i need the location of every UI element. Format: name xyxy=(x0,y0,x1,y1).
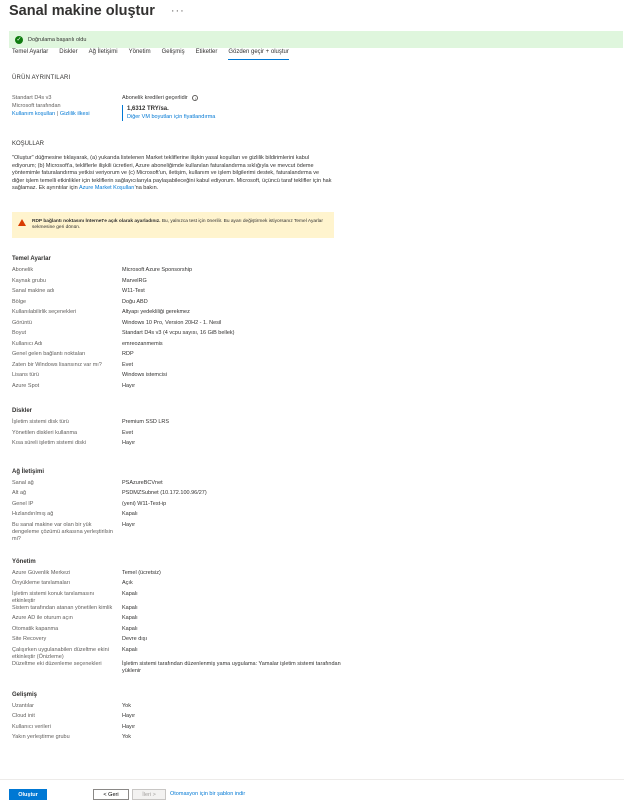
download-template-link[interactable]: Otomasyon için bir şablon indir xyxy=(170,791,246,797)
next-button[interactable]: İleri > xyxy=(132,789,166,800)
detail-label: Abonelik xyxy=(12,267,34,273)
detail-row xyxy=(12,351,352,362)
detail-row xyxy=(12,647,352,661)
detail-row xyxy=(12,591,352,605)
price-value: 1,6312 TRY/sa. xyxy=(127,106,169,112)
azure-marketplace-terms-link[interactable]: Azure Market Koşulları xyxy=(78,185,135,191)
detail-row xyxy=(12,605,352,616)
detail-value: Doğu ABD xyxy=(122,298,148,305)
terms-caption: KOŞULLAR xyxy=(12,141,45,147)
detail-label: Azure Spot xyxy=(12,382,40,389)
detail-label: Yönetilen diskleri kullanma xyxy=(12,429,78,436)
detail-label: Çalışırken uygulanabilen düzeltme ekini etkinleştir (Önizleme) xyxy=(12,646,109,660)
credits-text: Abonelik kredileri geçerlidir xyxy=(122,95,188,101)
detail-value: MarvelRG xyxy=(122,277,147,284)
detail-value: Kapalı xyxy=(122,604,138,611)
detail-value: PSAzureBCVnet xyxy=(122,479,163,486)
tab-management[interactable]: Yönetim xyxy=(128,49,151,55)
detail-value: Microsoft Azure Sponsorship xyxy=(122,267,193,273)
detail-label: Görüntü xyxy=(12,319,32,326)
detail-row xyxy=(12,480,352,491)
review-details xyxy=(12,254,352,745)
detail-label: Azure Güvenlik Merkezi xyxy=(12,569,71,576)
detail-row xyxy=(12,309,352,320)
section-title: Yönetim xyxy=(12,558,36,565)
detail-row xyxy=(12,615,352,626)
detail-row xyxy=(12,490,352,501)
detail-label: İşletim sistemi disk türü xyxy=(12,419,69,425)
detail-value: Yok xyxy=(122,734,131,740)
page-header xyxy=(9,2,185,20)
privacy-policy-link[interactable]: Gizlilik ilkesi xyxy=(59,111,90,117)
detail-label: Site Recovery xyxy=(12,636,47,642)
detail-value: Altyapı yedekliliği gerekmez xyxy=(122,309,190,315)
detail-row xyxy=(12,278,352,289)
detail-row xyxy=(12,511,352,522)
detail-row xyxy=(12,430,352,441)
section-4 xyxy=(12,690,352,745)
detail-row xyxy=(12,724,352,735)
section-2 xyxy=(12,467,352,543)
detail-row xyxy=(12,580,352,591)
detail-value: Hayır xyxy=(122,440,136,446)
terms-body: "Oluştur" düğmesine tıklayarak, (a) yukarıda listelenen Market tekliflerine ilişkin yasal koşulları ve gizlilik bildirimlerini kabul ediyorum; (b) Microsoft'a, tekliflerle ilişkili ücretleri, Azure aboneliğimde kullanılan faturalandırma sıklığıyla ve mevcut ödeme yöntemimle faturalandırma yetkisi veriyorum ve (c) Microsoft'un, iletişim, kullanım ve işlem bilgilerimi destek, faturalandırma ve diğer işlem temelli etkinlikler için tekliflerin sağlayıcılarıyla paylaşabileceğini kabul ediyorum. Microsoft, üçüncü taraf teklifler için hak sağlamaz. Ek ayrıntılar için xyxy=(12,155,332,191)
warning-text: Bu, yalnızca test için önerilir. Bu ayarı değiştirmek istiyorsanız Temel Ayarlar sekmesine geri dönün. xyxy=(32,219,323,230)
warning-text-wrap xyxy=(32,219,328,231)
detail-label: Kaynak grubu xyxy=(12,277,46,284)
detail-label: Lisans türü xyxy=(12,372,39,378)
detail-value: emreozanmemis xyxy=(122,340,163,347)
validation-banner xyxy=(9,31,623,48)
detail-value: Hayır xyxy=(122,723,136,730)
terms-text xyxy=(12,155,332,193)
detail-row xyxy=(12,362,352,373)
detail-value: Premium SSD LRS xyxy=(122,419,170,425)
product-links xyxy=(12,110,122,118)
detail-label: Bölge xyxy=(12,298,27,305)
detail-row xyxy=(12,341,352,352)
pricing-link[interactable]: Diğer VM boyutları için fiyatlandırma xyxy=(127,114,216,120)
detail-row xyxy=(12,419,352,430)
tab-basics[interactable]: Temel Ayarlar xyxy=(12,49,49,55)
detail-value: Devre dışı xyxy=(122,636,148,642)
product-name: Standart D4s v3 xyxy=(12,95,52,101)
check-circle-icon: ✓ xyxy=(16,36,22,43)
detail-value: Hayır xyxy=(122,382,136,389)
detail-label: Önyükleme tanılamaları xyxy=(12,580,71,586)
product-details-caption: ÜRÜN AYRINTILARI xyxy=(12,75,71,81)
more-options-icon[interactable]: ··· xyxy=(170,5,185,17)
banner-text: Doğrulama başarılı oldu xyxy=(28,36,87,43)
detail-label: İşletim sistemi konuk tanılamasını etkinleştir xyxy=(12,590,95,604)
warning-icon xyxy=(18,219,26,226)
link-separator: | xyxy=(56,111,59,117)
detail-value: RDP xyxy=(122,351,134,357)
detail-label: Genel gelen bağlantı noktaları xyxy=(12,351,86,357)
wizard-tabs xyxy=(12,48,300,60)
detail-value: Temel (ücretsiz) xyxy=(122,569,161,576)
detail-row xyxy=(12,501,352,512)
detail-label: Sanal makine adı xyxy=(12,288,55,294)
detail-label: Kısa süreli işletim sistemi diski xyxy=(12,440,86,446)
detail-label: Kullanıcı verileri xyxy=(12,723,51,730)
detail-value: Açık xyxy=(122,580,133,586)
rdp-warning xyxy=(12,212,334,238)
detail-value: Hayır xyxy=(122,713,136,719)
pricing-info xyxy=(122,94,342,121)
detail-value: Kapalı xyxy=(122,625,138,632)
section-1 xyxy=(12,406,352,451)
detail-label: Boyut xyxy=(12,330,27,336)
product-info xyxy=(12,94,122,118)
detail-value: Standart D4s v3 (4 vcpu sayısı, 16 GiB bellek) xyxy=(122,330,235,336)
section-title: Diskler xyxy=(12,408,33,414)
detail-value: İşletim sistemi tarafından düzenlenmiş yama uygulama: Yamalar işletim sistemi tarafından yüklenir xyxy=(122,660,341,674)
product-publisher: Microsoft tarafından xyxy=(12,103,61,109)
detail-row xyxy=(12,383,352,394)
detail-label: Azure AD ile oturum açın xyxy=(12,615,73,621)
detail-label: Kullanıcı Adı xyxy=(12,340,43,347)
detail-label: Bu sanal makine var olan bir yük dengeleme çözümü arkasına yerleştirilsin mi? xyxy=(12,521,113,542)
detail-value: Evet xyxy=(122,429,134,436)
detail-label: Sanal ağ xyxy=(12,479,34,486)
detail-row xyxy=(12,570,352,581)
detail-value: W11-Test xyxy=(122,288,145,294)
detail-row xyxy=(12,626,352,637)
detail-value: (yeni) W11-Test-ip xyxy=(122,500,167,507)
detail-row xyxy=(12,734,352,745)
detail-label: Düzeltme eki düzenleme seçenekleri xyxy=(12,660,102,667)
detail-row xyxy=(12,636,352,647)
detail-label: Genel IP xyxy=(12,500,34,507)
detail-row xyxy=(12,661,352,675)
section-0 xyxy=(12,254,352,393)
product-details-caption-wrap xyxy=(12,75,342,83)
section-3 xyxy=(12,557,352,675)
detail-label: Hızlandırılmış ağ xyxy=(12,511,54,517)
price-box xyxy=(122,105,342,121)
detail-row xyxy=(12,372,352,383)
detail-row xyxy=(12,267,352,278)
detail-value: Kapalı xyxy=(122,511,138,517)
create-button[interactable]: Oluştur xyxy=(9,789,47,800)
detail-value: Evet xyxy=(122,361,134,368)
detail-label: Cloud init xyxy=(12,713,35,719)
detail-value: Hayır xyxy=(122,521,136,528)
credits-row xyxy=(122,94,342,102)
section-title: Gelişmiş xyxy=(12,691,38,698)
detail-label: Alt ağ xyxy=(12,490,27,496)
detail-value: Kapalı xyxy=(122,646,138,653)
tab-review-create[interactable]: Gözden geçir + oluştur xyxy=(228,48,289,60)
info-icon[interactable]: i xyxy=(192,95,198,101)
warning-bold: RDP bağlantı noktasını İnternet'e açık olarak ayarladınız. xyxy=(32,219,161,224)
back-button[interactable]: < Geri xyxy=(93,789,129,800)
detail-label: Otomatik kapanma xyxy=(12,625,59,632)
detail-row xyxy=(12,440,352,451)
detail-row xyxy=(12,703,352,714)
detail-value: Kapalı xyxy=(122,590,138,597)
detail-value: Windows 10 Pro, Version 20H2 - 1. Nesil xyxy=(122,319,222,326)
detail-value: Kapalı xyxy=(122,615,138,621)
page-title: Sanal makine oluştur xyxy=(9,3,155,19)
terms-suffix: 'na bakın. xyxy=(134,185,159,191)
tab-disks[interactable]: Diskler xyxy=(59,49,78,55)
detail-label: Kullanılabilirlik seçenekleri xyxy=(12,309,77,315)
detail-value: PSDMZSubnet (10.172.100.96/27) xyxy=(122,490,207,496)
detail-label: Yakın yerleştirme grubu xyxy=(12,734,70,740)
detail-label: Sistem tarafından atanan yönetilen kimlik xyxy=(12,604,113,611)
section-title: Ağ İletişimi xyxy=(12,468,45,475)
section-title: Temel Ayarlar xyxy=(12,256,51,262)
detail-row xyxy=(12,330,352,341)
footer-bar xyxy=(0,779,624,809)
detail-row xyxy=(12,713,352,724)
detail-label: Zaten bir Windows lisansınız var mı? xyxy=(12,361,102,368)
detail-value: Yok xyxy=(122,702,131,709)
detail-value: Windows istemcisi xyxy=(122,372,167,378)
tab-advanced[interactable]: Gelişmiş xyxy=(161,49,185,55)
detail-row xyxy=(12,299,352,310)
detail-row xyxy=(12,522,352,543)
detail-row xyxy=(12,320,352,331)
terms-of-use-link[interactable]: Kullanım koşulları xyxy=(12,111,56,117)
detail-row xyxy=(12,288,352,299)
tab-networking[interactable]: Ağ İletişimi xyxy=(88,49,118,55)
detail-label: Uzantılar xyxy=(12,702,35,709)
tab-tags[interactable]: Etiketler xyxy=(195,49,218,55)
